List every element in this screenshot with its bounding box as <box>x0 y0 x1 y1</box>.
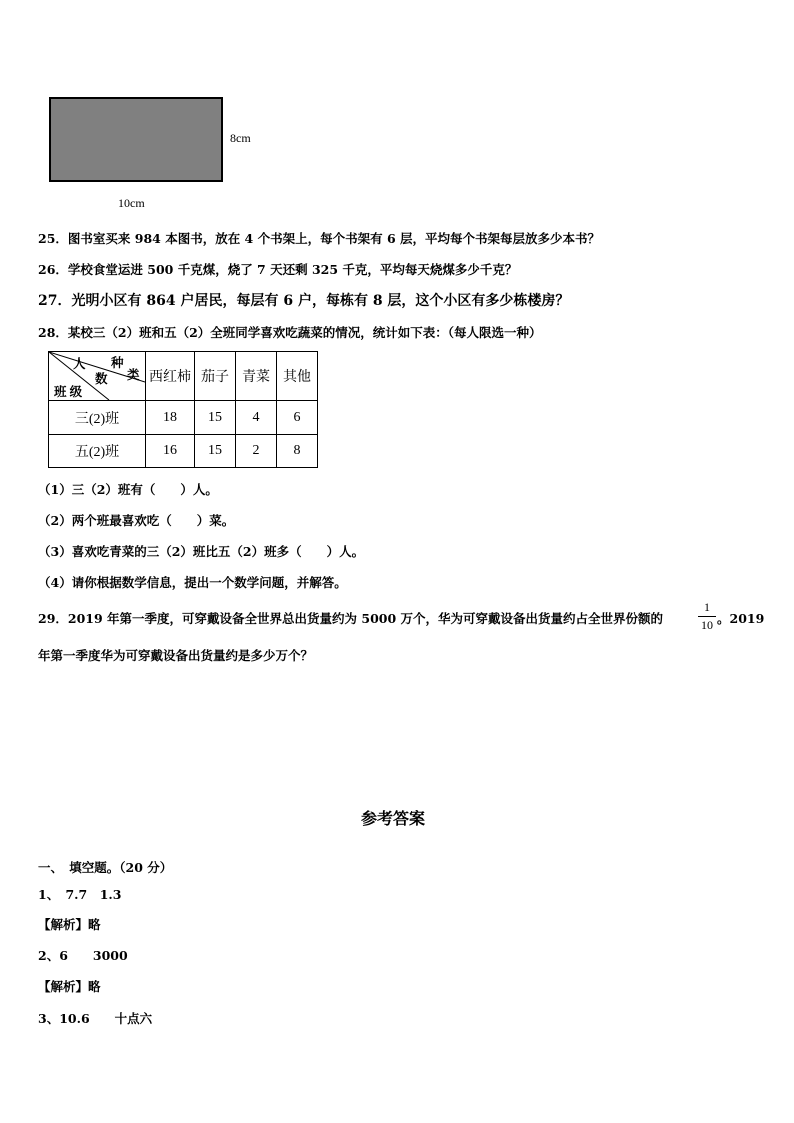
table-cell: 15 <box>195 401 236 435</box>
answer-3: 3、10.6 十点六 <box>38 1011 153 1026</box>
question-29-line-1: 29．2019 年第一季度，可穿戴设备全世界总出货量约为 5000 万个，华为可穿戴设备出货量约占全世界份额的 <box>38 611 664 626</box>
rectangle-figure <box>49 97 223 182</box>
table-cell: 18 <box>146 401 195 435</box>
fraction-denominator: 10 <box>701 618 713 632</box>
width-label: 10cm <box>118 196 145 210</box>
corner-ban: 班 级 <box>54 385 83 399</box>
corner-zhong: 种 <box>111 356 124 370</box>
vegetable-table <box>48 351 318 468</box>
answers-title: 参考答案 <box>361 809 426 828</box>
row-label: 三(2)班 <box>49 401 146 435</box>
fraction-bar <box>698 616 716 617</box>
corner-lei: 类 <box>127 368 140 382</box>
answer-2: 2、6 3000 <box>38 948 128 963</box>
corner-shu: 数 <box>95 372 108 386</box>
header-tomato: 西红柿 <box>146 352 195 401</box>
table-cell: 4 <box>236 401 277 435</box>
header-eggplant: 茄子 <box>195 352 236 401</box>
question-27: 27．光明小区有 864 户居民，每层有 6 户，每栋有 8 层，这个小区有多少栋楼房？ <box>38 293 570 309</box>
answer-1: 1、 7.7 1.3 <box>38 887 122 902</box>
question-25: 25．图书室买来 984 本图书，放在 4 个书架上，每个书架有 6 层，平均每个书架每层放多少本书？ <box>38 231 600 246</box>
answer-1-analysis: 【解析】略 <box>38 917 101 932</box>
height-label: 8cm <box>230 131 251 145</box>
corner-ren: 人 <box>73 357 86 371</box>
fraction-numerator: 1 <box>704 600 710 614</box>
question-29-line-1-end: 。2019 <box>717 611 765 626</box>
question-26: 26．学校食堂运进 500 千克煤，烧了 7 天还剩 325 千克，平均每天烧煤多少千克？ <box>38 262 518 277</box>
question-29-line-2: 年第一季度华为可穿戴设备出货量约是多少万个？ <box>38 648 314 663</box>
header-greens: 青菜 <box>236 352 277 401</box>
table-row <box>49 401 318 435</box>
question-28: 28．某校三（2）班和五（2）全班同学喜欢吃蔬菜的情况，统计如下表：（每人限选一种） <box>38 325 542 340</box>
answer-2-analysis: 【解析】略 <box>38 979 101 994</box>
table-cell: 6 <box>277 401 318 435</box>
row-label: 五(2)班 <box>49 435 146 468</box>
table-cell: 16 <box>146 435 195 468</box>
question-28-part-3: （3）喜欢吃青菜的三（2）班比五（2）班多（ ）人。 <box>38 544 365 559</box>
table-row <box>49 435 318 468</box>
fraction-one-tenth <box>698 600 716 633</box>
table-cell: 15 <box>195 435 236 468</box>
table-corner-cell <box>49 352 146 401</box>
question-28-part-4: （4）请你根据数学信息，提出一个数学问题，并解答。 <box>38 575 347 590</box>
header-other: 其他 <box>277 352 318 401</box>
table-cell: 2 <box>236 435 277 468</box>
question-28-part-1: （1）三（2）班有（ ）人。 <box>38 482 218 497</box>
question-28-part-2: （2）两个班最喜欢吃（ ）菜。 <box>38 513 235 528</box>
answers-section-1: 一、 填空题。（20 分） <box>38 860 173 875</box>
table-cell: 8 <box>277 435 318 468</box>
